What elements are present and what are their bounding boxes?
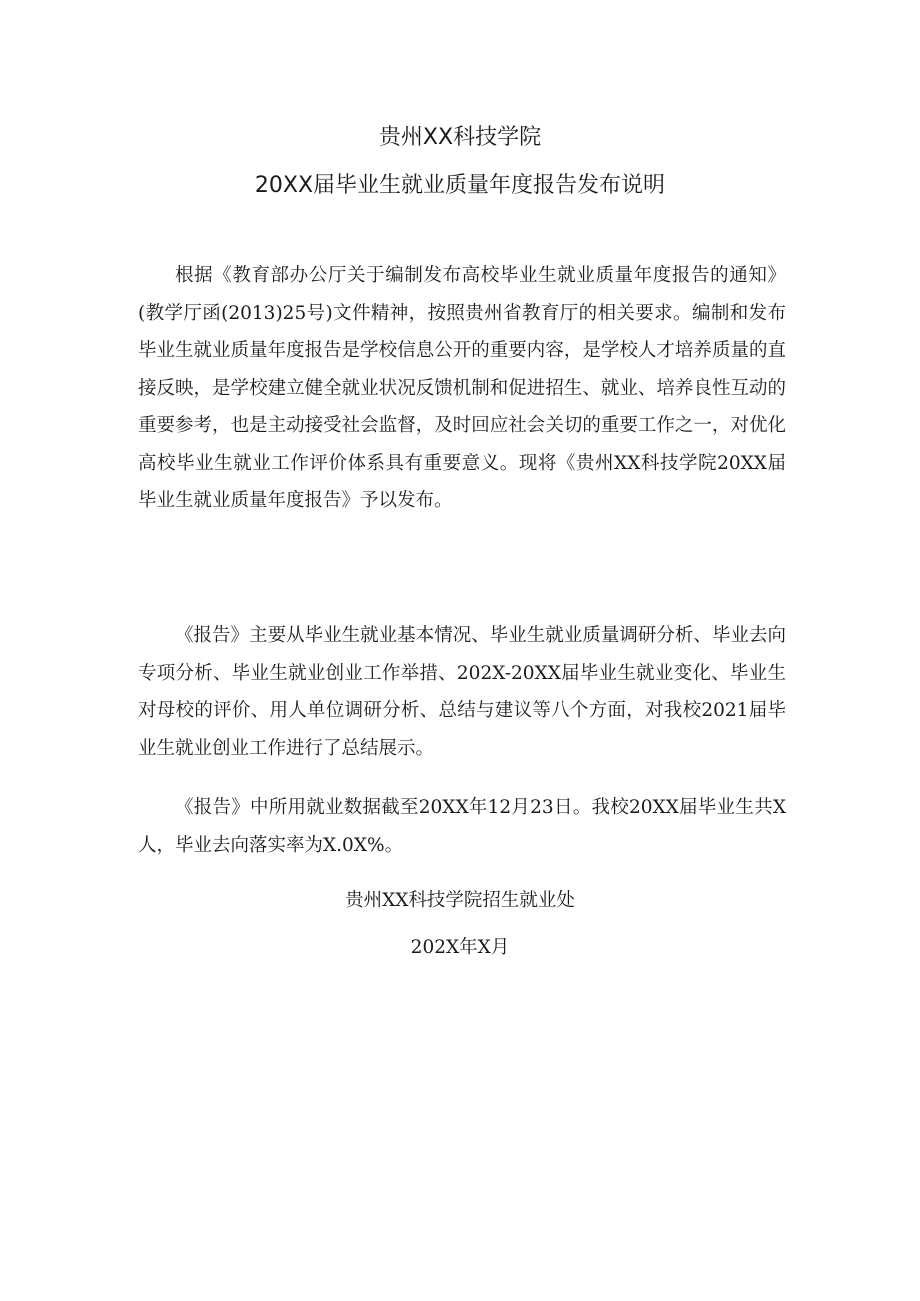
signature-date: 202X年X月 <box>410 937 510 958</box>
paragraph-background: 根据《教育部办公厅关于编制发布高校毕业生就业质量年度报告的通知》(教学厅函(2013)25号)文件精神，按照贵州省教育厅的相关要求。编制和发布毕业生就业质量年度报告是学校信息公开的重要内容，是学校人才培养质量的直接反映，是学校建立健全就业状况反馈机制和促进招生、就业、培养良性互动的重要参考，也是主动接受社会监督，及时回应社会关切的重要工作之一，对优化高校毕业生就业工作评价体系具有重要意义。现将《贵州XX科技学院20XX届毕业生就业质量年度报告》予以发布。 <box>138 265 786 511</box>
document-title-report: 20XX届毕业生就业质量年度报告发布说明 <box>254 173 666 198</box>
paragraph-report-content: 《报告》主要从毕业生就业基本情况、毕业生就业质量调研分析、毕业去向专项分析、毕业生就业创业工作举措、202X-20XX届毕业生就业变化、毕业生对母校的评价、用人单位调研分析、总结与建议等八个方面，对我校2021届毕业生就业创业工作进行了总结展示。 <box>138 625 786 759</box>
document-title-institution: 贵州XX科技学院 <box>378 125 542 150</box>
paragraph-employment-data: 《报告》中所用就业数据截至20XX年12月23日。我校20XX届毕业生共X人，毕业去向落实率为X.0X%。 <box>138 797 786 856</box>
signature-organization: 贵州XX科技学院招生就业处 <box>345 890 575 911</box>
